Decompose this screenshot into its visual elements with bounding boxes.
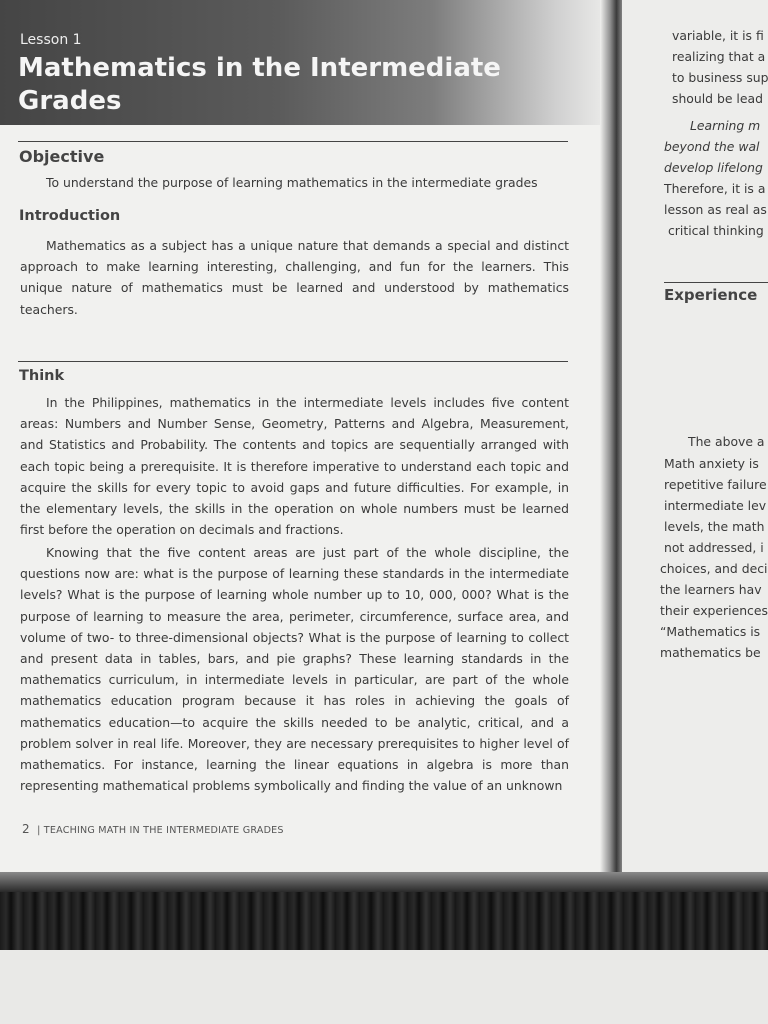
objective-rule (18, 141, 568, 142)
introduction-heading: Introduction (19, 208, 121, 224)
objective-text: To understand the purpose of learning mathematics in the intermediate grades (46, 175, 538, 190)
page-footer (22, 822, 284, 836)
right-line: Learning m (690, 118, 761, 133)
experience-heading: Experience (664, 286, 758, 304)
right-line: should be lead (672, 91, 763, 106)
right-line: intermediate lev (664, 498, 767, 513)
right-line: choices, and deci (660, 561, 768, 576)
think-paragraph-2: Knowing that the five content areas are just part of the whole discipline, the questions now are: what is the purpose of learning these standards in the intermediate levels? What is the purpose of learning whole number up to 10, 000, 000? What is the purpose of learning to measure the area, perimeter, circumference, surface area, and volume of two- to three-dimensional objects? What is the purpose of learning to collect and present data in tables, bars, and pie graphs? These learning standards in the mathematics curriculum, in intermediate levels in particular, are part of the whole mathematics education program because it has roles in achieving the goals of mathematics education—to acquire the skills needed to be analytic, critical, and a problem solver in real life. Moreover, they are necessary prerequisites to higher level of mathematics. For instance, learning the linear equations in algebra is more than representing mathematical problems symbolically and finding the value of an unknown (20, 545, 569, 794)
objective-heading: Objective (19, 147, 105, 166)
right-line: not addressed, i (664, 540, 764, 555)
think-heading: Think (19, 368, 65, 384)
lesson-title: Mathematics in the Intermediate Grades (18, 53, 501, 116)
lesson-label: Lesson 1 (20, 32, 82, 48)
introduction-text: Mathematics as a subject has a unique nature that demands a special and distinct approach to make learning interesting, challenging, and fun for the learners. This unique nature of mathematics must be learned and understood by mathematics teachers. (20, 238, 569, 317)
experience-rule (664, 282, 768, 283)
think-rule (18, 361, 568, 362)
right-line: variable, it is fi (672, 28, 764, 43)
right-line: to business sup (672, 70, 768, 85)
right-line: “Mathematics is (660, 624, 761, 639)
right-line: Therefore, it is a (664, 181, 766, 196)
right-line: critical thinking (668, 223, 764, 238)
footer-separator: | (37, 825, 41, 836)
footer-book-title: TEACHING MATH IN THE INTERMEDIATE GRADES (43, 825, 284, 836)
right-line: realizing that a (672, 49, 766, 64)
right-line: repetitive failure (664, 477, 767, 492)
right-line: their experiences (660, 603, 768, 618)
scanner-edge-band (0, 872, 768, 950)
right-line: mathematics be (660, 645, 761, 660)
right-line: beyond the wal (664, 139, 760, 154)
right-page (622, 0, 768, 880)
right-line: lesson as real as (664, 202, 767, 217)
right-line: The above a (688, 434, 765, 449)
right-line: develop lifelong (664, 160, 763, 175)
page-number: 2 (22, 822, 30, 836)
think-paragraph-1: In the Philippines, mathematics in the intermediate levels includes five content areas: Numbers and Number Sense, Geometry, Patterns and Algebra, Measurement, and Statistics and Probability. The contents and topics are sequentially arranged with each topic being a prerequisite. It is therefore imperative to understand each topic and acquire the skills for every topic to avoid gaps and future difficulties. For example, in the elementary levels, the skills in the operation on whole numbers must be learned first before the operation on decimals and fractions. (20, 395, 569, 538)
right-line: the learners hav (660, 582, 762, 597)
right-line: levels, the math (664, 519, 765, 534)
right-line: Math anxiety is (664, 456, 759, 471)
